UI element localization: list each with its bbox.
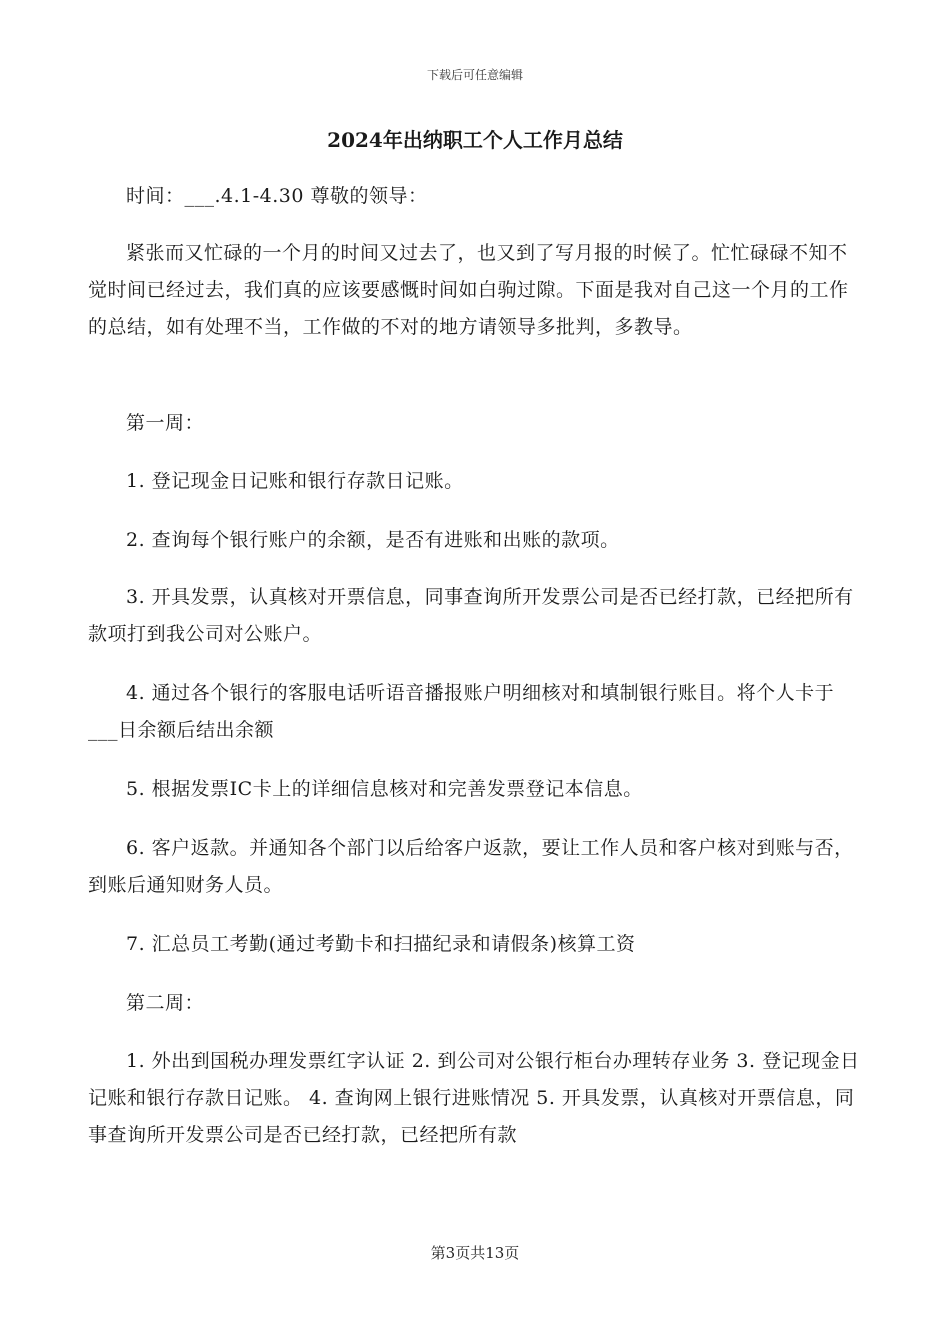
paragraph-time: 时间：___.4.1-4.30 尊敬的领导： bbox=[126, 185, 428, 207]
paragraph-week2-heading: 第二周： bbox=[126, 992, 205, 1014]
paragraph-week1-heading: 第一周： bbox=[126, 412, 205, 434]
page-footer: 第3页共13页 bbox=[430, 1244, 520, 1262]
paragraph-week1-item1: 1. 登记现金日记账和银行存款日记账。 bbox=[126, 470, 464, 492]
paragraph-week1-item5: 5. 根据发票IC卡上的详细信息核对和完善发票登记本信息。 bbox=[126, 778, 643, 800]
paragraph-week1-item2: 2. 查询每个银行账户的余额，是否有进账和出账的款项。 bbox=[126, 529, 620, 551]
header-note: 下载后可任意编辑 bbox=[426, 68, 523, 82]
page-title: 2024年出纳职工个人工作月总结 bbox=[327, 128, 623, 152]
paragraph-week1-item3: 3. 开具发票，认真核对开票信息，同事查询所开发票公司是否已经打款，已经把所有款项打到我公司对公账户。 bbox=[88, 586, 854, 645]
paragraph-week1-item6: 6. 客户返款。并通知各个部门以后给客户返款，要让工作人员和客户核对到账与否，到账后通知财务人员。 bbox=[88, 837, 854, 896]
paragraph-week2-items: 1. 外出到国税办理发票红字认证 2. 到公司对公银行柜台办理转存业务 3. 登记现金日记账和银行存款日记账。 4. 查询网上银行进账情况 5. 开具发票，认真核对开票信息，同事查询所开发票公司是否已经打款，已经把所有款 bbox=[88, 1050, 860, 1146]
paragraph-week1-item4: 4. 通过各个银行的客服电话听语音播报账户明细核对和填制银行账目。将个人卡于___日余额后结出余额 bbox=[88, 682, 835, 741]
paragraph-week1-item7: 7. 汇总员工考勤(通过考勤卡和扫描纪录和请假条)核算工资 bbox=[126, 933, 636, 955]
paragraph-intro: 紧张而又忙碌的一个月的时间又过去了，也又到了写月报的时候了。忙忙碌碌不知不觉时间已经过去，我们真的应该要感慨时间如白驹过隙。下面是我对自己这一个月的工作的总结，如有处理不当，工作做的不对的地方请领导多批判，多教导。 bbox=[88, 242, 849, 338]
